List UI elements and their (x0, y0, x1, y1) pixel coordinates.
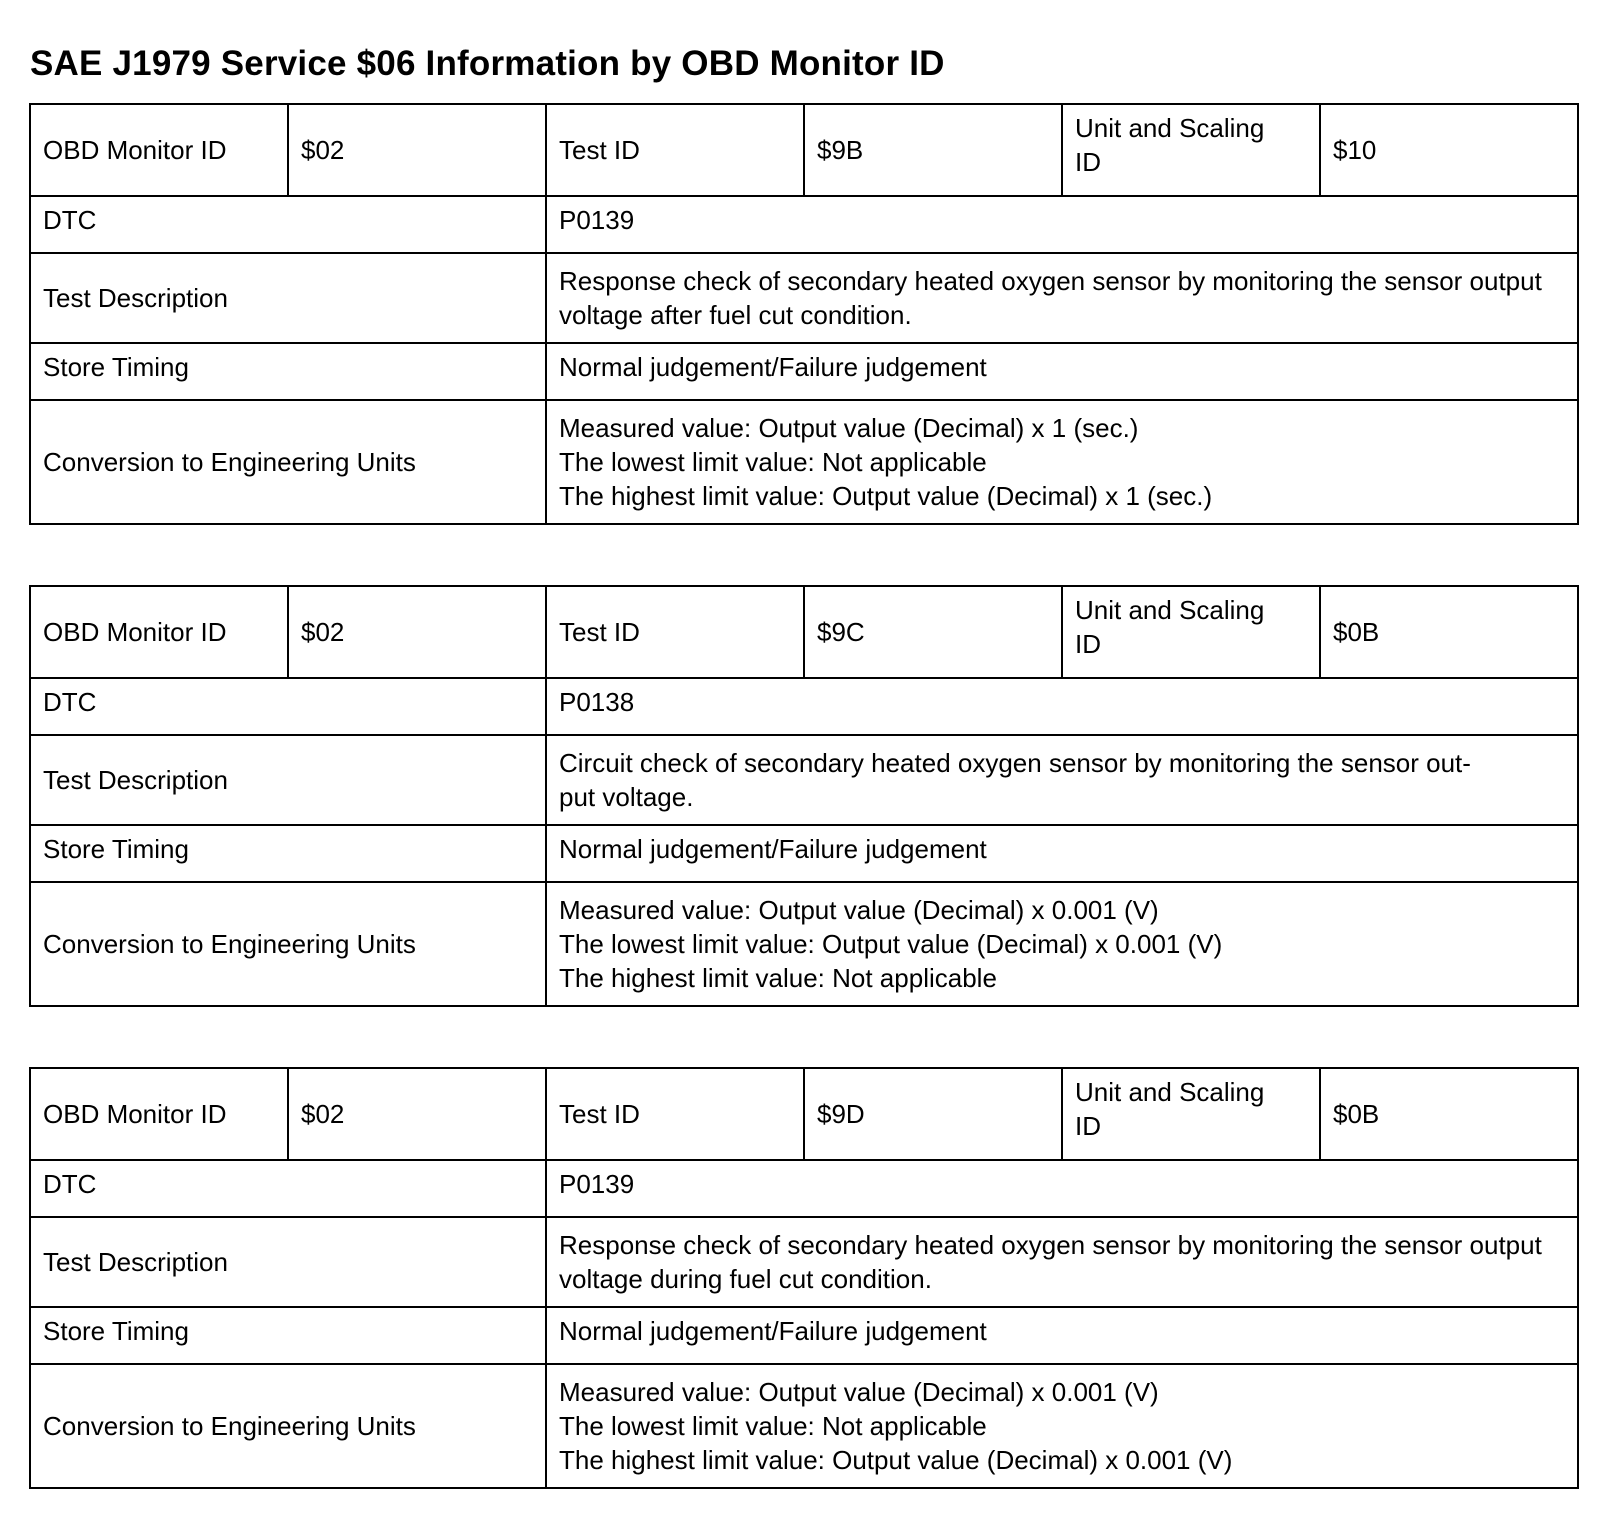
table-header-row (30, 104, 1578, 196)
unit-scaling-id-label: Unit and Scaling ID (1062, 586, 1320, 678)
obd-monitor-id-label: OBD Monitor ID (30, 1068, 288, 1160)
test-description-value: Response check of secondary heated oxygen sensor by monitoring the sensor output voltage after fuel cut condition. (546, 253, 1578, 343)
table-header-row (30, 1068, 1578, 1160)
unit-scaling-id-label: Unit and Scaling ID (1062, 1068, 1320, 1160)
test-description-row (30, 253, 1578, 343)
test-description-row (30, 1217, 1578, 1307)
test-description-value: Response check of secondary heated oxygen sensor by monitoring the sensor output voltage during fuel cut condition. (546, 1217, 1578, 1307)
conversion-row (30, 400, 1578, 524)
store-timing-label: Store Timing (30, 825, 546, 882)
obd-monitor-id-label: OBD Monitor ID (30, 104, 288, 196)
store-timing-row (30, 343, 1578, 400)
dtc-row (30, 1160, 1578, 1217)
test-id-label: Test ID (546, 1068, 804, 1160)
obd-monitor-id-value: $02 (288, 104, 546, 196)
obd-monitor-id-value: $02 (288, 1068, 546, 1160)
test-id-value: $9D (804, 1068, 1062, 1160)
obd-monitor-id-value: $02 (288, 586, 546, 678)
test-description-label: Test Description (30, 253, 546, 343)
test-description-label: Test Description (30, 735, 546, 825)
unit-scaling-id-value: $10 (1320, 104, 1578, 196)
obd-monitor-table-2 (29, 585, 1579, 1007)
conversion-value: Measured value: Output value (Decimal) x 0.001 (V) The lowest limit value: Not applicable The highest limit value: Output value (Decimal) x 0.001 (V) (546, 1364, 1578, 1488)
test-id-value: $9B (804, 104, 1062, 196)
dtc-row (30, 678, 1578, 735)
unit-scaling-id-label: Unit and Scaling ID (1062, 104, 1320, 196)
dtc-value: P0138 (546, 678, 1578, 735)
store-timing-value: Normal judgement/Failure judgement (546, 343, 1578, 400)
conversion-label: Conversion to Engineering Units (30, 400, 546, 524)
dtc-value: P0139 (546, 196, 1578, 253)
dtc-row (30, 196, 1578, 253)
dtc-label: DTC (30, 1160, 546, 1217)
table-header-row (30, 586, 1578, 678)
test-description-label: Test Description (30, 1217, 546, 1307)
test-id-label: Test ID (546, 104, 804, 196)
store-timing-label: Store Timing (30, 1307, 546, 1364)
store-timing-value: Normal judgement/Failure judgement (546, 1307, 1578, 1364)
conversion-value: Measured value: Output value (Decimal) x 0.001 (V) The lowest limit value: Output value (Decimal) x 0.001 (V) The highest limit value: Not applicable (546, 882, 1578, 1006)
unit-scaling-id-value: $0B (1320, 586, 1578, 678)
store-timing-row (30, 1307, 1578, 1364)
conversion-row (30, 882, 1578, 1006)
dtc-label: DTC (30, 196, 546, 253)
store-timing-row (30, 825, 1578, 882)
page-title: SAE J1979 Service $06 Information by OBD Monitor ID (30, 44, 945, 83)
test-id-label: Test ID (546, 586, 804, 678)
store-timing-label: Store Timing (30, 343, 546, 400)
obd-monitor-id-label: OBD Monitor ID (30, 586, 288, 678)
conversion-row (30, 1364, 1578, 1488)
store-timing-value: Normal judgement/Failure judgement (546, 825, 1578, 882)
test-description-row (30, 735, 1578, 825)
dtc-label: DTC (30, 678, 546, 735)
dtc-value: P0139 (546, 1160, 1578, 1217)
obd-monitor-table-1 (29, 103, 1579, 525)
obd-monitor-table-3 (29, 1067, 1579, 1489)
test-id-value: $9C (804, 586, 1062, 678)
test-description-value: Circuit check of secondary heated oxygen sensor by monitoring the sensor out- put voltage. (546, 735, 1578, 825)
conversion-label: Conversion to Engineering Units (30, 882, 546, 1006)
unit-scaling-id-value: $0B (1320, 1068, 1578, 1160)
conversion-label: Conversion to Engineering Units (30, 1364, 546, 1488)
conversion-value: Measured value: Output value (Decimal) x 1 (sec.) The lowest limit value: Not applicable The highest limit value: Output value (Decimal) x 1 (sec.) (546, 400, 1578, 524)
